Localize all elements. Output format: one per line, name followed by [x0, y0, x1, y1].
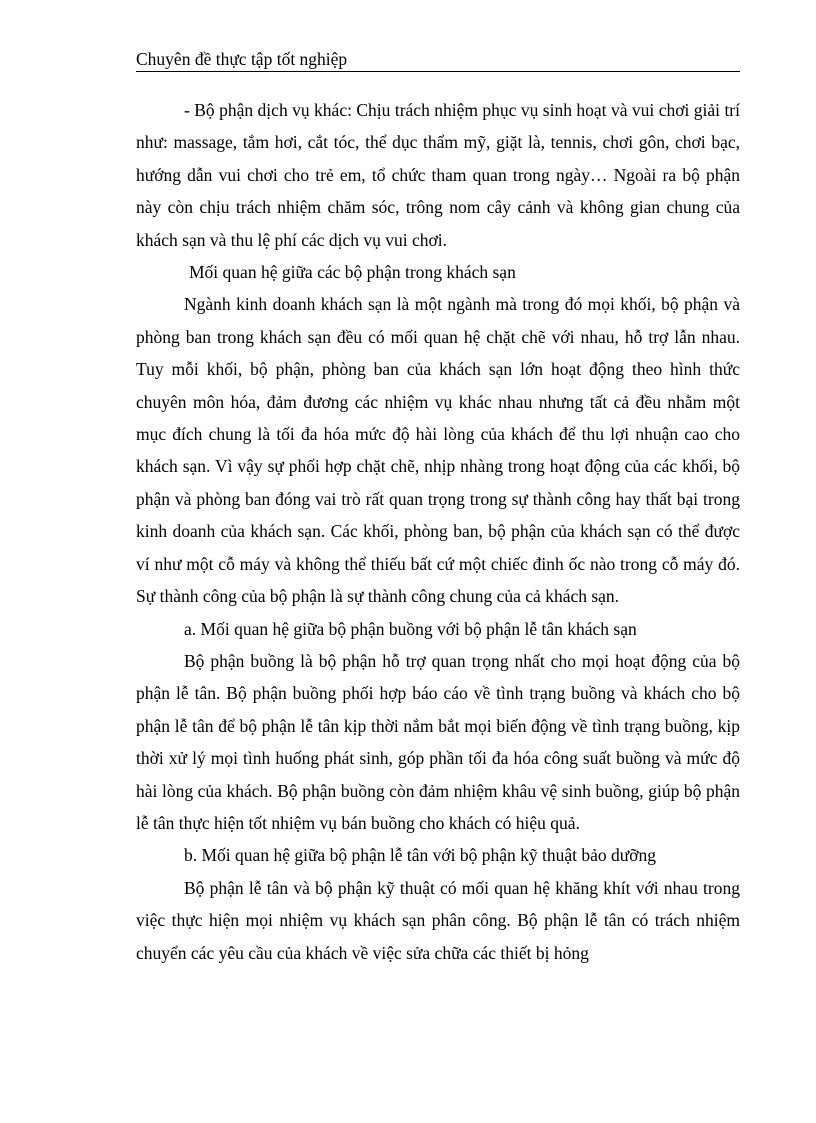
paragraph-other-services: - Bộ phận dịch vụ khác: Chịu trách nhiệm phục vụ sinh hoạt và vui chơi giải trí như: massage, tắm hơi, cắt tóc, thể dục thẩm mỹ, giặt là, tennis, chơi gôn, chơi bạc, hướng dẫn vui chơi cho trẻ em, tổ chức tham quan trong ngày… Ngoài ra bộ phận này còn chịu trách nhiệm chăm sóc, trông nom cây cảnh và không gian chung của khách sạn và thu lệ phí các dịch vụ vui chơi. — [136, 100, 740, 250]
paragraph-reception-maintenance: Bộ phận lễ tân và bộ phận kỹ thuật có mối quan hệ khăng khít với nhau trong việc thực hiện mọi nhiệm vụ khách sạn phân công. Bộ phận lễ tân có trách nhiệm chuyển các yêu cầu của khách về việc sửa chữa các thiết bị hỏng — [136, 877, 740, 963]
page-header — [136, 48, 740, 72]
heading-reception-maintenance: b. Mối quan hệ giữa bộ phận lễ tân với bộ phận kỹ thuật bảo dưỡng — [184, 845, 656, 866]
heading-department-relations: Mối quan hệ giữa các bộ phận trong khách sạn — [189, 262, 516, 283]
header-title: Chuyên đề thực tập tốt nghiệp — [136, 49, 348, 69]
paragraph-hotel-business: Ngành kinh doanh khách sạn là một ngành mà trong đó mọi khối, bộ phận và phòng ban trong khách sạn đều có mối quan hệ chặt chẽ với nhau, hỗ trợ lẫn nhau. Tuy mỗi khối, bộ phận, phòng ban của khách sạn lớn hoạt động theo hình thức chuyên môn hóa, đảm đương các nhiệm vụ khác nhau nhưng tất cả đều nhằm một mục đích chung là tối đa hóa mức độ hài lòng của khách để thu lợi nhuận cao cho khách sạn. Vì vậy sự phối hợp chặt chẽ, nhịp nhàng trong hoạt động của các khối, bộ phận và phòng ban đóng vai trò rất quan trọng trong sự thành công hay thất bại trong kinh doanh của khách sạn. Các khối, phòng ban, bộ phận của khách sạn có thể được ví như một cỗ máy và không thể thiếu bất cứ một chiếc đinh ốc nào trong cỗ máy đó. Sự thành công của bộ phận là sự thành công chung của cả khách sạn. — [136, 294, 740, 607]
document-body — [136, 94, 740, 969]
paragraph-housekeeping-reception: Bộ phận buồng là bộ phận hỗ trợ quan trọng nhất cho mọi hoạt động của bộ phận lễ tân. Bộ phận buồng phối hợp báo cáo về tình trạng buồng và khách cho bộ phận lễ tân để bộ phận lễ tân kịp thời nắm bắt mọi biến động về tình trạng buồng, kịp thời xử lý mọi tình huống phát sinh, góp phần tối đa hóa công suất buồng và mức độ hài lòng của khách. Bộ phận buồng còn đảm nhiệm khâu vệ sinh buồng, giúp bộ phận lễ tân thực hiện tốt nhiệm vụ bán buồng cho khách có hiệu quả. — [136, 650, 740, 833]
heading-housekeeping-reception: a. Mối quan hệ giữa bộ phận buồng với bộ phận lễ tân khách sạn — [184, 618, 637, 639]
